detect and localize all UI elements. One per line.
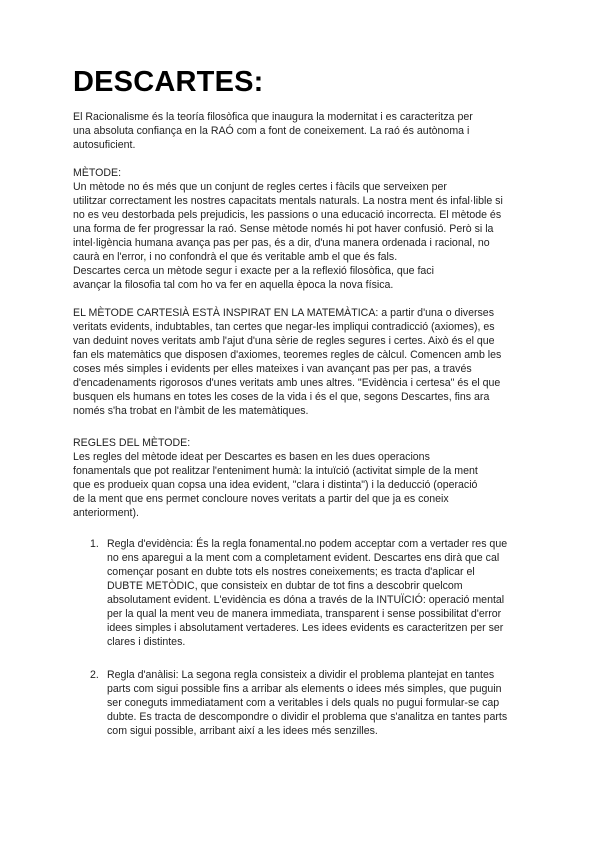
text-line: parts com sigui possible fins a arribar als elements o idees més simples, que puguin [107, 683, 502, 695]
text-line: una forma de fer progressar la raó. Sense mètode només hi pot haver confusió. Però si la [73, 223, 494, 235]
text-line: només s'ha trobat en l'àmbit de les matemàtiques. [73, 405, 309, 417]
list-number: 1. [90, 538, 99, 550]
text-line: busquen els humans en totes les coses de la vida i és el que, segons Descartes, fins ara [73, 391, 490, 403]
text-line: començar posant en dubte tots els nostres coneixements; es tracta d'aplicar el [107, 566, 475, 578]
text-line: autosuficient. [73, 139, 136, 151]
text-line: ser coneguts immediatament com a veritables i dels quals no pugui formular-se cap [107, 697, 500, 709]
section-heading: REGLES DEL MÈTODE: [73, 437, 191, 449]
text-line: Regla d'evidència: És la regla fonamental.no podem acceptar com a vertader res que [107, 538, 508, 550]
text-line: una absoluta confiança en la RAÓ com a font de coneixement. La raó és autònoma i [73, 125, 470, 137]
text-line: DUBTE METÒDIC, que consisteix en dubtar de tot fins a descobrir quelcom [107, 580, 463, 592]
text-line: intel·ligència humana avança pas per pas, és a dir, d'una manera ordenada i racional, no [73, 237, 490, 249]
section-heading: MÈTODE: [73, 167, 122, 179]
text-line: fan els matemàtics que disposen d'axiomes, teoremes regles de càlcul. Comencen amb les [73, 349, 502, 361]
text-line: Descartes cerca un mètode segur i exacte per a la reflexió filosòfica, que faci [73, 265, 434, 277]
text-line: veritats evidents, indubtables, tan certes que negar-les impliqui contradicció (axiomes), es [73, 321, 495, 333]
text-line: de la ment que ens permet concloure noves veritats a partir del que ja es coneix [73, 493, 449, 505]
text-line: idees simples i absolutament vertaderes. Les idees evidents es caracteritzen per ser [107, 622, 504, 634]
text-line: fonamentals que pot realitzar l'enteniment humà: la intuïció (activitat simple de la ment [73, 465, 478, 477]
text-line: que es produeix quan copsa una idea evident, "clara i distinta") i la deducció (operació [73, 479, 478, 491]
text-line: dubte. Es tracta de descompondre o dividir el problema que s'analitza en tantes parts [107, 711, 508, 723]
text-line: absolutament evident. L'evidència es dóna a través de la INTUÏCIÓ: operació mental [107, 594, 505, 606]
text-line: El Racionalisme és la teoría filosòfica que inaugura la modernitat i es caracteritza per [73, 111, 473, 123]
text-line: com sigui possible, arribant així a les idees més senzilles. [107, 725, 378, 737]
text-line: caurà en l'error, i no confondrà el que és veritable amb el que és fals. [73, 251, 398, 263]
text-line: utilitzar correctament les nostres capacitats mentals naturals. La nostra ment és infal·lible si [73, 195, 503, 207]
text-line: van deduint noves veritats amb l'ajut d'una sèrie de regles segures i certes. Això és el que [73, 335, 495, 347]
text-line: Un mètode no és més que un conjunt de regles certes i fàcils que serveixen per [73, 181, 447, 193]
text-line: coses més simples i evidents per elles mateixes i van avançant pas per pas, a través [73, 363, 472, 375]
page-title: DESCARTES: [73, 66, 264, 98]
text-line: anteriorment). [73, 507, 139, 519]
text-line: d'encadenaments rigorosos d'unes veritats amb unes altres. "Evidència i certesa" és el que [73, 377, 501, 389]
text-line: clares i distintes. [107, 636, 186, 648]
text-line: Regla d'anàlisi: La segona regla consisteix a dividir el problema plantejat en tantes [107, 669, 495, 681]
text-line: per la qual la ment veu de manera immediata, transparent i sense possibilitat d'error [107, 608, 502, 620]
text-line: EL MÈTODE CARTESIÀ ESTÀ INSPIRAT EN LA MATEMÀTICA: a partir d'una o diverses [73, 307, 494, 319]
text-line: Les regles del mètode ideat per Descartes es basen en les dues operacions [73, 451, 430, 463]
text-line: no ens aparegui a la ment com a completament evident. Descartes ens dirà que cal [107, 552, 500, 564]
text-line: avançar la filosofia tal com ho va fer en aquella època la nova física. [73, 279, 394, 291]
text-line: no es veu destorbada pels prejudicis, les passions o una educació incorrecta. El mètode és [73, 209, 502, 221]
list-number: 2. [90, 669, 99, 681]
